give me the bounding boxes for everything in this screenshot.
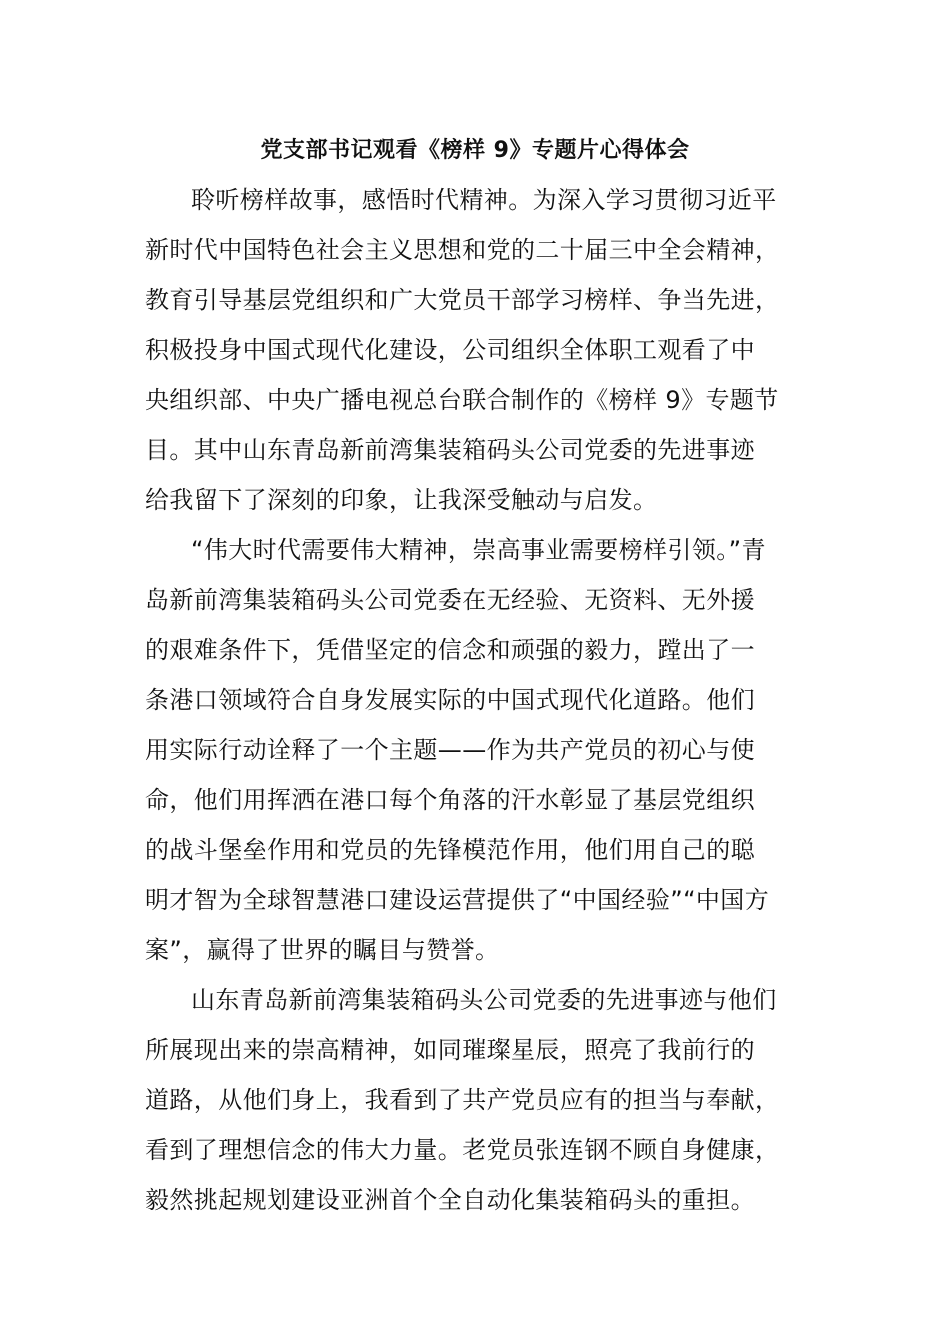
text-line: 命，他们用挥洒在港口每个角落的汗水彰显了基层党组织 (145, 786, 755, 814)
text-line: 山东青岛新前湾集装箱码头公司党委的先进事迹与他们 (191, 986, 777, 1014)
paragraph-3 (145, 975, 805, 1225)
text-line: 聆听榜样故事，感悟时代精神。为深入学习贯彻习近平 (191, 186, 777, 214)
text-line: 新时代中国特色社会主义思想和党的二十届三中全会精神， (145, 236, 780, 264)
text-line: 的艰难条件下，凭借坚定的信念和顽强的毅力，蹚出了一 (145, 636, 755, 664)
text-line: 岛新前湾集装箱码头公司党委在无经验、无资料、无外援 (145, 586, 755, 614)
text-line: 用实际行动诠释了一个主题——作为共产党员的初心与使 (145, 736, 755, 764)
text-line: 毅然挑起规划建设亚洲首个全自动化集装箱码头的重担。 (145, 1186, 755, 1214)
text-line: 教育引导基层党组织和广大党员干部学习榜样、争当先进， (145, 286, 780, 314)
text-line: 案”，赢得了世界的瞩目与赞誉。 (145, 936, 500, 964)
text-line: 央组织部、中央广播电视总台联合制作的《榜样 9》专题节 (145, 386, 779, 414)
paragraph-1 (145, 175, 805, 525)
text-line: 明才智为全球智慧港口建设运营提供了“中国经验”“中国方 (145, 886, 770, 914)
text-line: 积极投身中国式现代化建设，公司组织全体职工观看了中 (145, 336, 755, 364)
paragraph-2 (145, 525, 805, 975)
text-line: 所展现出来的崇高精神，如同璀璨星辰，照亮了我前行的 (145, 1036, 755, 1064)
text-line: 条港口领域符合自身发展实际的中国式现代化道路。他们 (145, 686, 755, 714)
text-line: 道路，从他们身上，我看到了共产党员应有的担当与奉献， (145, 1086, 780, 1114)
text-line: 给我留下了深刻的印象，让我深受触动与启发。 (145, 486, 658, 514)
text-line: 目。其中山东青岛新前湾集装箱码头公司党委的先进事迹 (145, 436, 755, 464)
document-body (145, 175, 805, 1225)
text-line: 看到了理想信念的伟大力量。老党员张连钢不顾自身健康， (145, 1136, 780, 1164)
text-line: 的战斗堡垒作用和党员的先锋模范作用，他们用自己的聪 (145, 836, 755, 864)
document-title: 党支部书记观看《榜样 9》专题片心得体会 (260, 138, 690, 163)
text-line: “伟大时代需要伟大精神，崇高事业需要榜样引领。”青 (191, 536, 766, 564)
